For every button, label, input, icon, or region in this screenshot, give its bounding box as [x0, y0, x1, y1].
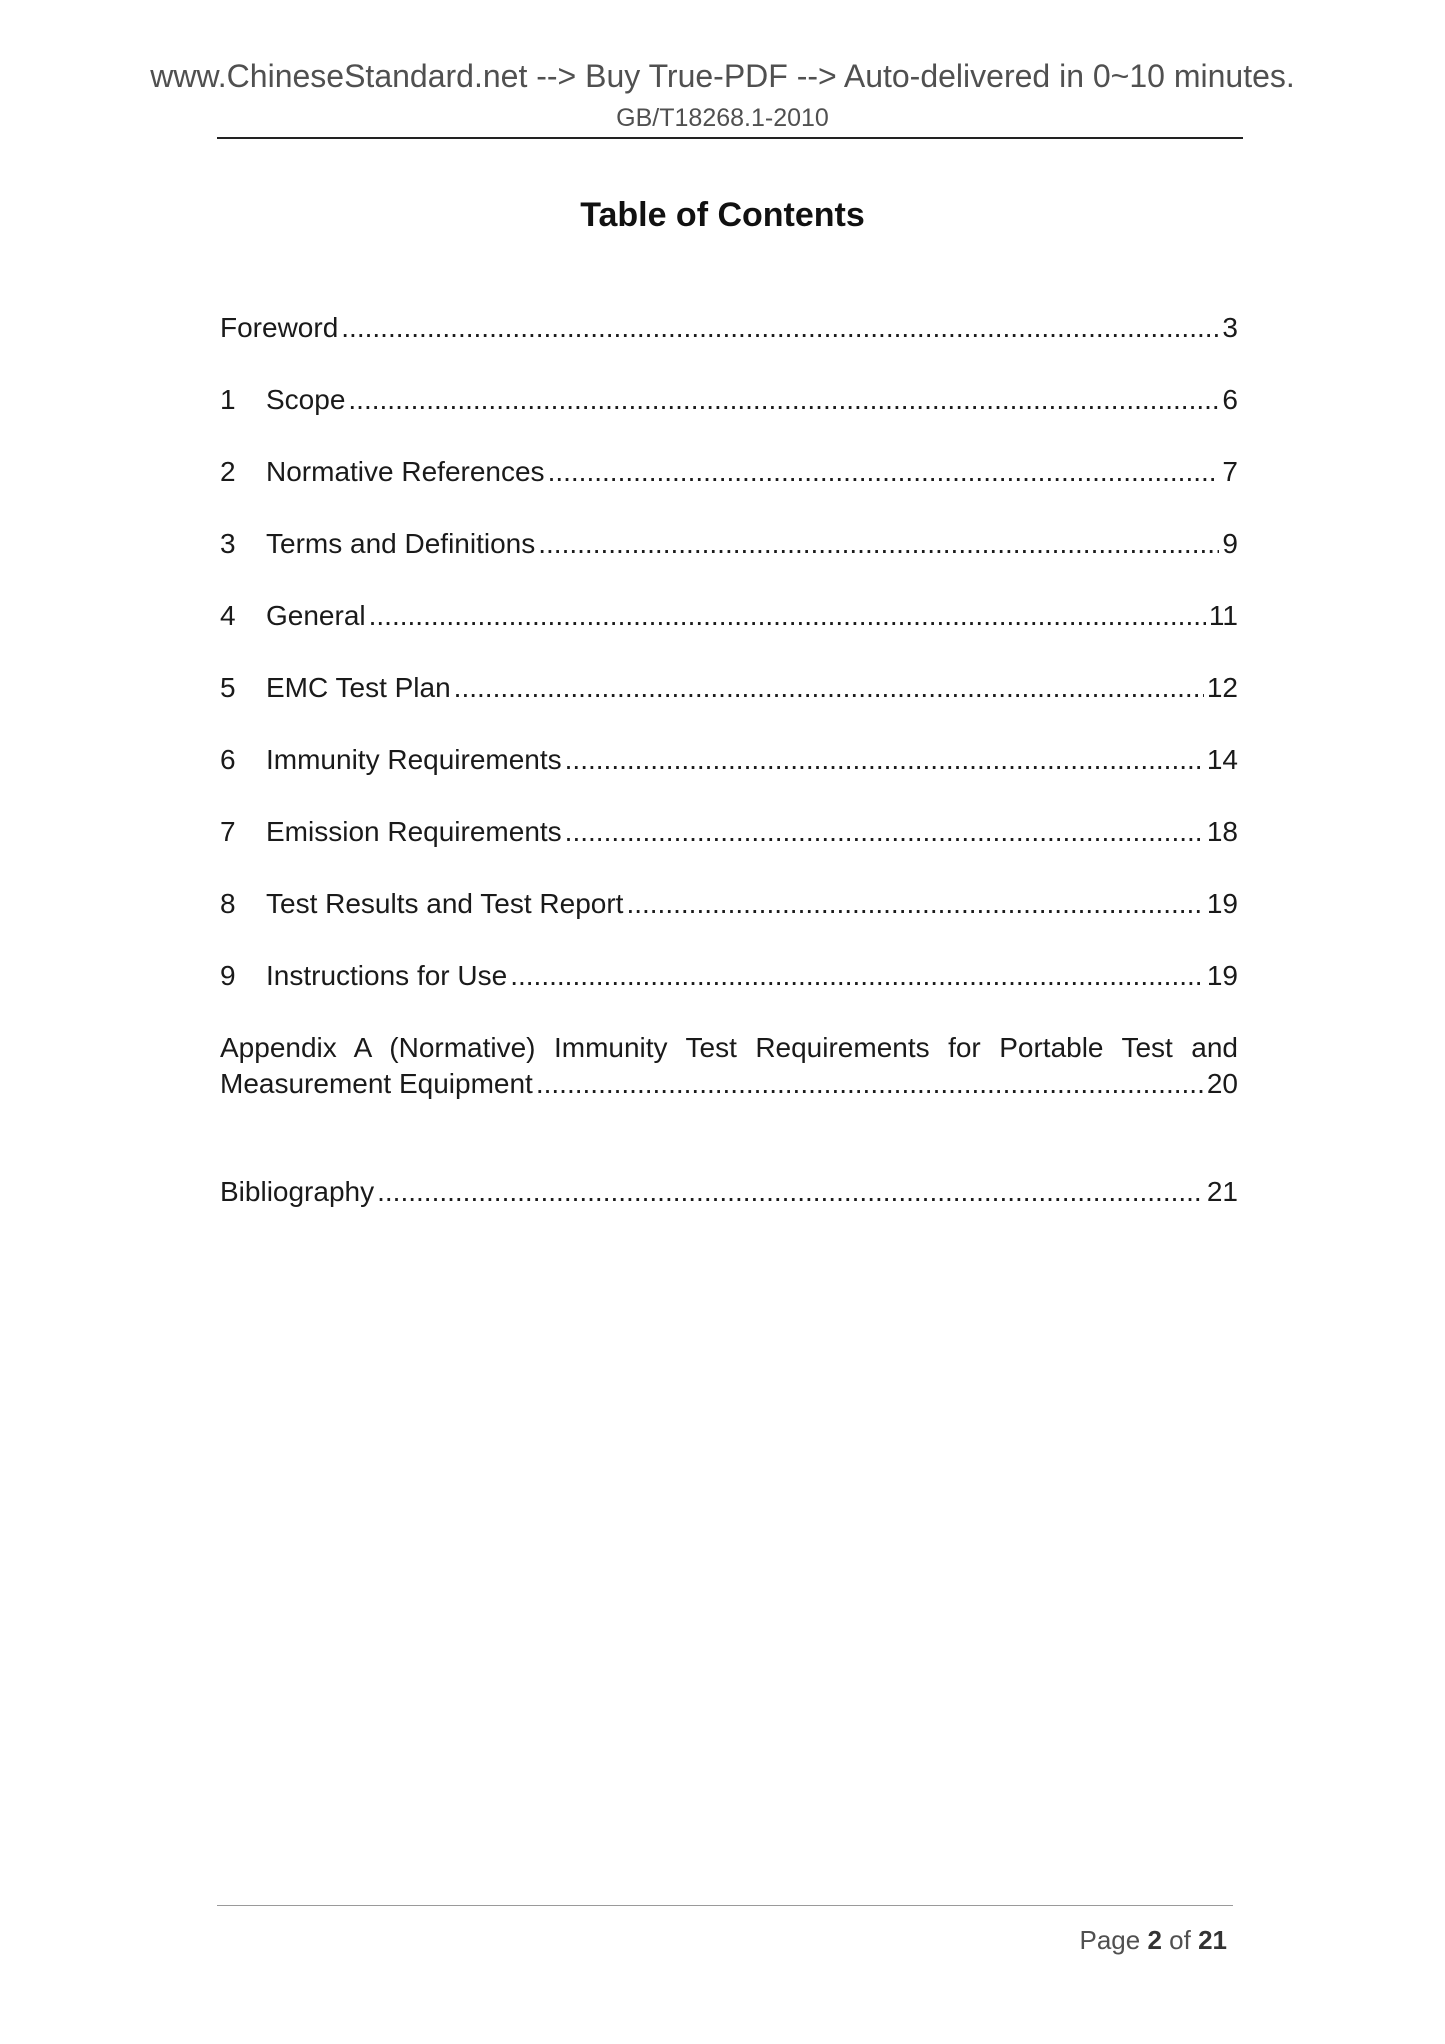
toc-label: General — [266, 600, 366, 631]
toc-page-number: 14 — [1206, 744, 1238, 775]
toc-label: EMC Test Plan — [266, 672, 451, 703]
current-page-number: 2 — [1147, 1925, 1162, 1955]
dot-leader — [565, 814, 1204, 850]
page-prefix: Page — [1079, 1925, 1141, 1955]
toc-label: Instructions for Use — [266, 960, 508, 991]
toc-page-number: 7 — [1222, 456, 1238, 487]
site-banner: www.ChineseStandard.net --> Buy True-PDF --> Auto-delivered in 0~10 minutes. — [150, 58, 1295, 94]
footer-rule — [217, 1905, 1233, 1906]
toc-label: Terms and Definitions — [266, 528, 536, 559]
toc-label: Scope — [266, 384, 346, 415]
toc-page-number: 21 — [1206, 1176, 1238, 1207]
toc-section-number: 9 — [220, 960, 236, 991]
toc-label: Bibliography — [220, 1176, 375, 1207]
toc-label: Measurement Equipment — [220, 1068, 533, 1099]
toc-entry-section-6[interactable] — [220, 742, 1238, 814]
toc-section-number: 7 — [220, 816, 236, 847]
dot-leader — [565, 742, 1204, 778]
toc-page-number: 9 — [1222, 528, 1238, 559]
dot-leader — [369, 598, 1206, 634]
dot-leader — [377, 1174, 1204, 1210]
toc-page-number: 20 — [1206, 1068, 1238, 1099]
dot-leader — [548, 454, 1220, 490]
toc-page-number: 12 — [1206, 672, 1238, 703]
toc-label: Normative References — [266, 456, 545, 487]
toc-entry-section-8[interactable] — [220, 886, 1238, 958]
toc-label: Immunity Requirements — [266, 744, 562, 775]
toc-page-number: 3 — [1222, 312, 1238, 343]
standard-code: GB/T18268.1-2010 — [616, 104, 829, 132]
toc-page-number: 18 — [1206, 816, 1238, 847]
toc-section-number: 8 — [220, 888, 236, 919]
toc-page-number: 19 — [1206, 960, 1238, 991]
toc-entry-section-3[interactable] — [220, 526, 1238, 598]
toc-entry-appendix-a[interactable] — [220, 1030, 1238, 1102]
toc-label: Foreword — [220, 312, 339, 343]
toc-page-number: 6 — [1222, 384, 1238, 415]
dot-leader — [341, 310, 1219, 346]
toc-entry-section-7[interactable] — [220, 814, 1238, 886]
toc-entry-section-2[interactable] — [220, 454, 1238, 526]
page-footer — [1079, 1925, 1227, 1956]
appendix-spacer — [220, 1102, 1238, 1174]
dot-leader — [348, 382, 1219, 418]
toc-page-number: 19 — [1206, 888, 1238, 919]
dot-leader — [536, 1066, 1204, 1102]
table-of-contents — [220, 310, 1238, 1246]
toc-entry-section-5[interactable] — [220, 670, 1238, 742]
total-pages: 21 — [1198, 1925, 1227, 1955]
header-rule — [217, 137, 1243, 139]
dot-leader — [454, 670, 1204, 706]
toc-entry-bibliography[interactable] — [220, 1174, 1238, 1246]
dot-leader — [626, 886, 1203, 922]
toc-section-number: 1 — [220, 384, 236, 415]
toc-label: Emission Requirements — [266, 816, 562, 847]
toc-section-number: 6 — [220, 744, 236, 775]
toc-entry-foreword[interactable] — [220, 310, 1238, 382]
toc-section-number: 3 — [220, 528, 236, 559]
toc-entry-section-4[interactable] — [220, 598, 1238, 670]
toc-section-number: 5 — [220, 672, 236, 703]
toc-page-number: 11 — [1208, 600, 1238, 631]
page-title: Table of Contents — [580, 196, 865, 234]
toc-entry-section-1[interactable] — [220, 382, 1238, 454]
of-text: of — [1169, 1925, 1191, 1955]
toc-entry-section-9[interactable] — [220, 958, 1238, 1030]
dot-leader — [510, 958, 1204, 994]
toc-section-number: 4 — [220, 600, 236, 631]
toc-label: Test Results and Test Report — [266, 888, 624, 919]
dot-leader — [538, 526, 1219, 562]
toc-label: Appendix A (Normative) Immunity Test Requirements for Portable Test and — [220, 1032, 1238, 1063]
toc-section-number: 2 — [220, 456, 236, 487]
